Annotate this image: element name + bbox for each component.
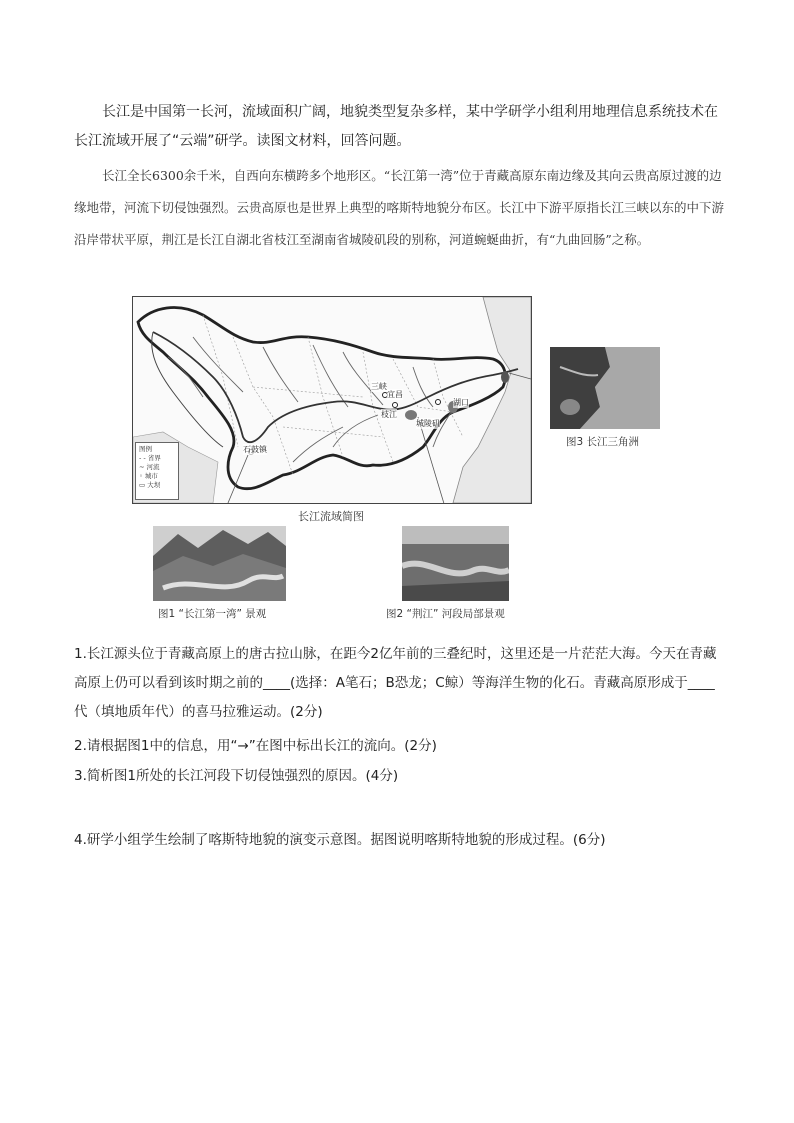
intro-text: 长江是中国第一长河，流域面积广阔，地貌类型复杂多样，某中学研学小组利用地理信息系统技术在长江流域开展了“云端”研学。读图文材料，回答问题。 [74,104,718,149]
fig1-first-bend-photo [153,526,286,601]
legend-item-dam: ▭ 大坝 [139,481,161,489]
map-drawing [133,297,531,503]
label-chenglingji: 城陵矶 [416,419,440,428]
label-zhijiang: 枝江 [381,410,397,419]
material-paragraph [74,160,724,256]
question-4 [74,826,724,855]
fig2-jingjiang-photo [402,526,509,601]
fig3-delta-photo [550,347,660,429]
question-1 [74,640,724,727]
intro-paragraph [74,98,724,156]
label-yichang: 宜昌 [387,390,403,399]
map-title: 长江流域简图 [298,510,364,523]
legend-item-river: ∼ 河流 [139,463,160,471]
fig1-caption: 图1 “长江第一湾” 景观 [158,608,267,620]
fig3-caption: 图3 长江三角洲 [566,436,640,448]
legend-item-province: - - 省界 [139,454,161,462]
label-hukou: 湖口 [453,398,469,407]
fig2-caption: 图2 “荆江” 河段局部景观 [386,608,505,620]
question-2-text: 2.请根据图1中的信息，用“→”在图中标出长江的流向。(2分) [74,738,437,754]
question-3-text: 3.简析图1所处的长江河段下切侵蚀强烈的原因。(4分) [74,768,399,784]
question-1-text: 1.长江源头位于青藏高原上的唐古拉山脉，在距今2亿年前的三叠纪时，这里还是一片茫茫大海。今天在青藏高原上仍可以看到该时期之前的____(选择：A笔石；B恐龙；C鲸）等海洋生物的化石。青藏高原形成于____代（填地质年代）的喜马拉雅运动。(2分) [74,646,717,720]
label-shigu: 石鼓镇 [243,445,267,454]
question-2 [74,732,724,761]
legend-title: 图例 [139,445,152,453]
legend-item-city: ◦ 城市 [139,472,158,480]
question-4-text: 4.研学小组学生绘制了喀斯特地貌的演变示意图。据图说明喀斯特地貌的形成过程。(6分) [74,832,606,848]
yangtze-basin-map [132,296,532,504]
map-legend [135,442,179,500]
material-text: 长江全长6300余千米，自西向东横跨多个地形区。“长江第一湾”位于青藏高原东南边缘及其向云贵高原过渡的边缘地带，河流下切侵蚀强烈。云贵高原也是世界上典型的喀斯特地貌分布区。长江中下游平原指长江三峡以东的中下游沿岸带状平原，荆江是长江自湖北省枝江至湖南省城陵矶段的别称，河道蜿蜒曲折，有“九曲回肠”之称。 [74,168,725,247]
label-sanxia: 三峡 [371,382,387,391]
question-3 [74,762,724,791]
